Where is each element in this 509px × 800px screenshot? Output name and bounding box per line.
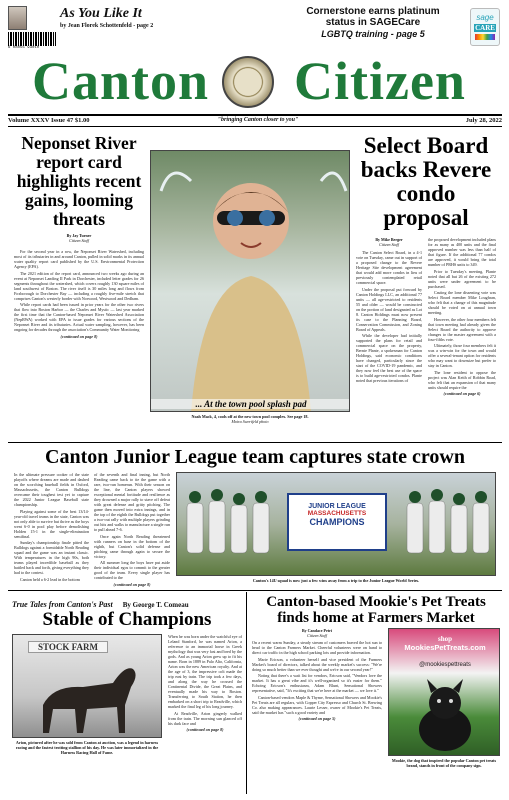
folio-motto: "bringing Canton closer to you": [217, 117, 299, 123]
sage-logo-top: sage: [476, 13, 494, 22]
headline-junior-league: Canton Junior League team captures state crown: [45, 446, 465, 468]
splash-pad-caption: Noah Mack, 4, cools off at the new town pool complex. See page 18. Moira Swertfeld photo: [191, 414, 309, 424]
paper-seal: [222, 56, 274, 108]
headline-neponset: Neponset River report card highlights recent gains, looming threats: [16, 133, 142, 229]
true-tales-author: By George T. Comeau: [122, 601, 189, 609]
champions-banner: JUNIOR LEAGUE MASSACHUSETTS CHAMPIONS: [287, 493, 387, 551]
true-tales-kicker: True Tales from Canton's Past: [12, 600, 113, 609]
promo-left-title: As You Like It: [60, 6, 142, 21]
team-photo: [176, 472, 496, 576]
body-neponset: For the second year in a row, the Neponset River Watershed, including most of its tributaries in and around Canton, pulled in solid marks in its annual water quality report card published by the U.S. Environmental Protection Agency (EPA). The 2021 edition of the report card, announced two weeks ago during an event at Neponset Landing II Park in Dorchester, included letter grades for 26 segments throughout the watershed, which covers roughly 130 square miles of land southwest of Boston. The river itself is 30 miles long and flows from Foxborough to Dorchester Bay — including a roughly five-mile stretch that comprises Canton's westerly border with Norwood, Westwood and Dedham. While report cards had been issued in prior years for the other two rivers that flow into Boston Harbor — the Charles and Mystic — last year marked the first time that the Canton-based Neponset River Watershed Association (NepRWA) worked with EPA to issue grades for various sections of the Neponset River and its tributaries. Actual water sampling, however, has been ongoing for decades through the association's Community Water Monitoring (continued on page 8): [14, 249, 144, 339]
folio-date: July 28, 2022: [465, 117, 502, 124]
junior-league-col1: In the ultimate pressure cooker of the state playoffs where dreams are made and dashed on the scorching baseball fields in Oxford, Massachusetts, the Canton Bulldogs overcame their toughest test yet to capture the 2022 Junior League Baseball state championship. Playing against some of the best 13/14-year-old travel teams in the state, Canton was not only able to survive but thrive as the boys went 6-0 in pool play before demolishing Holden 15-1 in the single-elimination semifinal. Sunday's championship finale pitted the Bulldogs against a formidable North Reading squad and the game was an instant classic. With temperatures in the high 90s, both teams played incredible baseball as they battled back and forth, giving everything they had to the contest. Canton held a 6-2 lead in the bottom: [14, 472, 89, 582]
promo-right-line3: LGBTQ training - page 5: [321, 29, 425, 39]
mookie-body: On a recent warm Sunday, a steady stream of customers braved the hot sun to head to the Canton Farmers Market. Cheerful volunteers were on hand to direct car traffic in the high school parking lots and provide information. Marie Ericson, a volunteer herself and vice president of the Farmers Market's board of directors, talked about the weekly market's success: "We're doing so much better than we ever thought and we're in our second year!" Noting that there's a wait list for vendors, Ericson said, "Vendors love the market. It has a great vibe and it's well-organized so it's easier for them." Echoing Ericson's enthusiasm, Adam Blunt, Sensational Showers representative, said, "It's exciting that we're here at the market — we love it." Canton-based vendors Maple & Thyme, Sensational Showers and Mookie's Pet Treats are all regulars, with Copper City Espresso and Church St. Brewing Co. also making appearances. Laurie Lesser, owner of Mookie's Pet Treats, said the market has "such a good variety and (continued on page 5): [252, 640, 382, 721]
continued-junior-league: (continued on page 8): [113, 581, 151, 587]
sagecare-logo: [470, 8, 500, 46]
junior-league-col2: of the seventh and final inning, but North Reading came back to tie the game with a rare, two-run homerun. With their season on the line, the Canton players showed exceptional mental fortitude and resilience as they drowned a major rally to stave off defeat with great defense and gritty pitching. The game then moved into extra innings, and in the top of the eighth the Bulldogs put together a two-out rally with multiple players grinding out hits and walks to manufacture a single run to pull ahead 7-6. Once again North Reading threatened with runners on base in the bottom of the eighth, but Canton's solid defense and pitching came through again to secure the victory. All summer long the boys have put aside their individual egos to commit to the greater good of the team. Every single player has contributed to the (continued on page 8): [94, 472, 170, 587]
true-tales-body: When he was born under the watchful eye of Leland Stanford, he was named Arion, a reference to an immortal horse in Greek mythology that was very fast and bred by the gods. And as young Arion grew up to fit his name. Born in 1889 in Palo Alto, California, Arion was the new American royalty. And at the age of 3, the impressive colt made the trip east by train. The trip took a few days, and along the way he crossed the Continental Divide, the Great Plains, and eventually made his way to Boston. Transferring to South Station, he then embarked on a short trip to Readville, which marked the final leg of his long journey. At Readville, Arion gingerly walked from the train. The morning sun glanced off his dark face and (continued on page 8): [168, 634, 242, 732]
continued-select-board: (continued on page 6): [443, 391, 481, 396]
story-neponset[interactable]: [14, 134, 144, 440]
headline-true-tales: Stable of Champions: [42, 609, 212, 630]
promo-right[interactable]: [278, 6, 502, 54]
masthead: [8, 6, 502, 128]
mookie-sign: shop MookiesPetTreats.com @mookiespettreats: [404, 635, 486, 668]
headline-select-board: Select Board backs Revere condo proposal: [360, 133, 492, 230]
author-headshot: [8, 6, 27, 30]
byline-select-board: By Mike Berger Citizen Staff: [375, 237, 403, 247]
continued-neponset: (continued on page 8): [60, 333, 98, 339]
promo-left[interactable]: [8, 6, 228, 50]
byline-neponset: By Jay Turner Citizen Staff: [66, 233, 92, 243]
continued-true-tales: (continued on page 8): [186, 727, 224, 732]
arion-caption: Arion, pictured after he was sold from Canton at auction, was a legend in harness racing and the fastest trotting stallion of his day. He was later immortalized in the Harness Racing Hall of Fame.: [15, 740, 159, 755]
sage-logo-bottom: CARE: [475, 24, 495, 32]
paper-name-right: Citizen: [294, 51, 466, 111]
barcode-number: 6 08055 93010: [8, 46, 40, 50]
promo-right-line2: status in SAGECare: [325, 17, 421, 28]
team-caption: Canton's 14U squad is now just a few wins away from a trip to the Junior League World Series.: [252, 578, 420, 583]
folio-volume: Volume XXXV Issue 47 $1.00: [8, 117, 90, 124]
byline-mookie: By Candace Petri Citizen Staff: [302, 628, 332, 638]
continued-mookie: (continued on page 5): [298, 716, 336, 721]
promo-left-sub: by Jean Florek Schottenfeld - page 2: [60, 23, 154, 29]
true-tales-kicker-bar: [12, 594, 242, 609]
headline-mookie: Canton-based Mookie's Pet Treats finds home at Farmers Market: [266, 594, 486, 626]
splash-pad-photo: [150, 150, 350, 412]
barcode: [8, 32, 56, 46]
boy-illustration: [151, 151, 350, 412]
promo-right-line1: Cornerstone earns platinum: [306, 6, 440, 17]
arion-photo: [12, 634, 162, 738]
paper-name-left: Canton: [32, 51, 210, 111]
mookie-photo: [388, 628, 500, 756]
stock-farm-sign: STOCK FARM: [28, 641, 108, 653]
mookie-caption: Mookie, the dog that inspired the popular Canton pet treats brand, stands in front of the company sign.: [391, 758, 497, 768]
photo-kicker: ... At the town pool splash pad: [151, 399, 350, 409]
